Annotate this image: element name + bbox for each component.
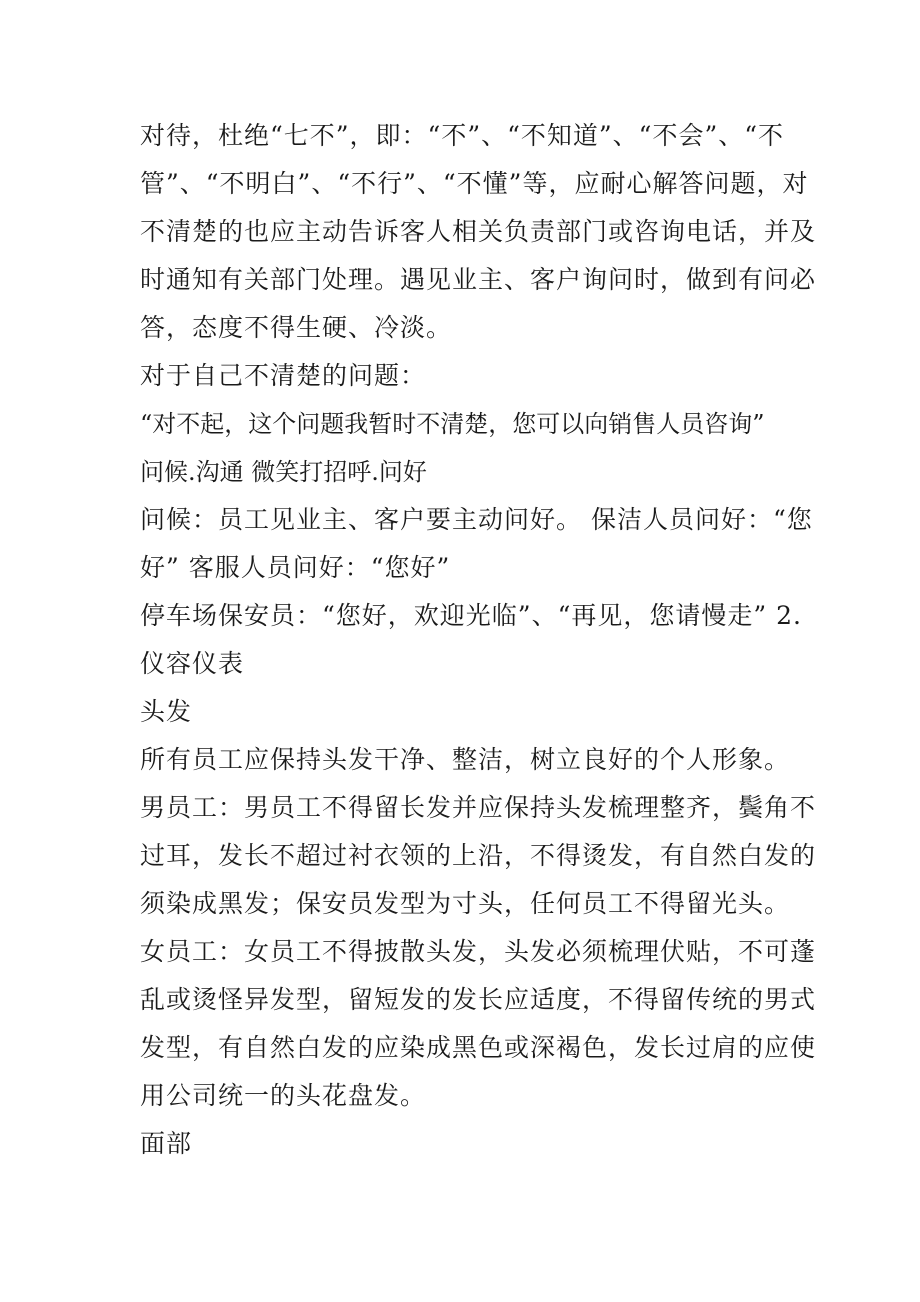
text-line: 答，态度不得生硬、冷淡。 (140, 313, 453, 342)
text-line: 不清楚的也应主动告诉客人相关负责部门或咨询电话，并及 (140, 217, 817, 246)
text-line: “对不起，这个问题我暂时不清楚，您可以向销售人员咨询” (140, 410, 765, 438)
text-line: 问候.沟通 微笑打招呼.问好 (140, 458, 427, 486)
text-line: 管”、“不明白”、“不行”、“不懂”等，应耐心解答问题，对 (140, 169, 809, 198)
text-line: 时通知有关部门处理。遇见业主、客户询问时，做到有问必 (140, 265, 817, 294)
section-heading: 仪容仪表 (140, 649, 245, 678)
text-line: 发型，有自然白发的应染成黑色或深褐色，发长过肩的应使 (140, 1033, 817, 1062)
text-line: 所有员工应保持头发干净、整洁，树立良好的个人形象。 (140, 745, 791, 774)
text-line: 问候：员工见业主、客户要主动问好。 保洁人员问好：“您 (140, 505, 813, 534)
text-line: 对待，杜绝“七不”，即：“不”、“不知道”、“不会”、“不 (140, 121, 785, 150)
text-line: 男员工：男员工不得留长发并应保持头发梳理整齐，鬓角不 (140, 793, 817, 822)
text-line: 女员工：女员工不得披散头发，头发必须梳理伏贴，不可蓬 (140, 937, 817, 966)
text-line: 过耳，发长不超过衬衣领的上沿，不得烫发，有自然白发的 (140, 841, 817, 870)
text-line: 停车场保安员：“您好，欢迎光临”、“再见，您请慢走” 2. (140, 601, 802, 630)
text-line: 须染成黑发；保安员发型为寸头，任何员工不得留光头。 (140, 889, 791, 918)
document-body (140, 112, 817, 1168)
text-line: 用公司统一的头花盘发。 (140, 1081, 427, 1110)
subsection-heading: 面部 (140, 1129, 193, 1158)
text-line: 乱或烫怪异发型，留短发的发长应适度，不得留传统的男式 (140, 985, 817, 1014)
subsection-heading: 头发 (140, 697, 193, 726)
text-line: 对于自己不清楚的问题： (140, 361, 427, 390)
text-line: 好” 客服人员问好：“您好” (140, 553, 451, 582)
